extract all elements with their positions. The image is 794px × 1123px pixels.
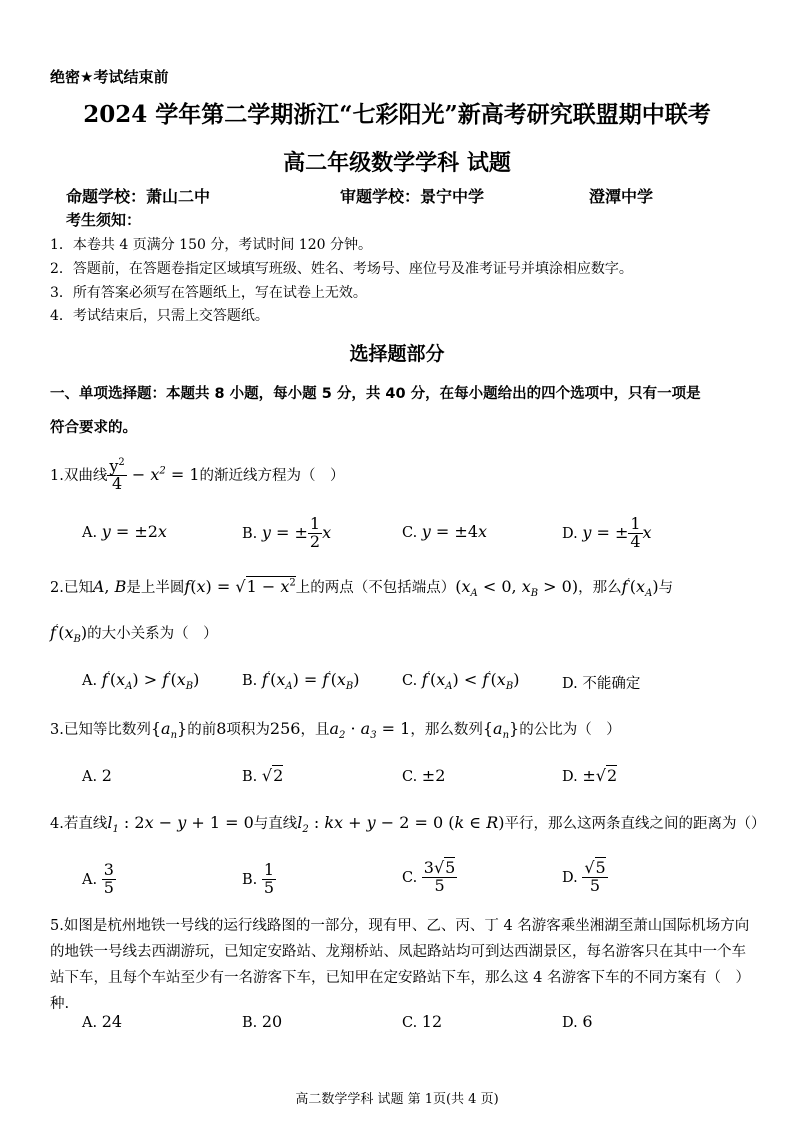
q2-option-c: C. $f'(x_A) < f'(x_B)$ [402, 670, 520, 693]
q4-option-a: A. $\frac{3}{5}$ [82, 860, 114, 897]
q4-option-c: C. $\frac{3√5}{5}$ [402, 858, 456, 895]
q1-formula: $\frac{y^2}{4}$ − $x^2 = 1$ [109, 456, 200, 494]
q2-option-a: A. $f'(x_A) > f'(x_B)$ [82, 670, 200, 693]
q5-option-d: D. 6 [562, 1012, 593, 1031]
notice-item: 2．答题前，在答题卷指定区域填写班级、姓名、考场号、座位号及准考证号并填涂相应数字。 [50, 261, 633, 277]
secret-label: 绝密★考试结束前 [50, 68, 169, 86]
q3-option-a: A. 2 [82, 766, 112, 785]
q1-option-d: D. y = ± $\frac{1}{4}$ x [562, 514, 652, 551]
section-title: 选择题部分 [349, 343, 445, 365]
notice-item: 4．考试结束后，只需上交答题纸。 [50, 308, 269, 324]
q5-option-c: C. 12 [402, 1012, 443, 1031]
question-3: 3.已知等比数列$\{a_n\}$的前8项积为256，且$a_2 \cdot a_3 = 1$，那么数列$\{a_n\}$的公比为（ ） [50, 719, 621, 742]
q2-option-d: D. 不能确定 [562, 676, 641, 692]
q1-option-c: C. y = ±4x [402, 522, 488, 541]
exam-subtitle: 高二年级数学学科 试题 [283, 150, 511, 176]
propose-school: 命题学校：萧山二中 [66, 187, 211, 206]
review-school: 审题学校：景宁中学 [340, 187, 485, 206]
q1-option-a: A. y = ±2x [82, 522, 167, 541]
q4-option-b: B. $\frac{1}{5}$ [242, 860, 275, 897]
question-2-cont: $f'(x_B)$的大小关系为（ ） [50, 623, 218, 646]
notice-heading: 考生须知： [66, 211, 142, 229]
review-school-2: 澄潭中学 [589, 187, 654, 206]
q3-option-c: C. ±2 [402, 766, 446, 785]
q1-prefix: 1.双曲线 [50, 467, 108, 484]
q4-option-d: D. $\frac{√5}{5}$ [562, 858, 606, 895]
question-1 [50, 458, 345, 493]
exam-title: 2024 学年第二学期浙江“七彩阳光”新高考研究联盟期中联考 [83, 101, 711, 128]
part1-heading-cont: 符合要求的。 [50, 420, 137, 436]
q3-option-d: D. ±√2 [562, 766, 618, 785]
question-4: 4.若直线$l_1$ : 2x − y + 1 = 0与直线$l_2$ : kx + y − 2 = 0 (k ∈ R)平行，那么这两条直线之间的距离为（） [50, 813, 766, 836]
q1-suffix: 的渐近线方程为（ ） [199, 467, 345, 484]
part1-heading: 一、单项选择题：本题共 8 小题，每小题 5 分，共 40 分，在每小题给出的四个选项中，只有一项是 [50, 386, 701, 402]
question-2: 2.已知A, B是上半圆$f(x) = √1 - x^2$上的两点（不包括端点）($x_A < 0$, $x_B > 0$)，那么$f'(x_A)$与 [50, 577, 674, 600]
q2-option-b: B. $f'(x_A) = f'(x_B)$ [242, 670, 360, 693]
q5-option-a: A. 24 [82, 1012, 123, 1031]
notice-item: 3．所有答案必须写在答题纸上，写在试卷上无效。 [50, 285, 367, 301]
notice-item: 1．本卷共 4 页满分 150 分，考试时间 120 分钟。 [50, 237, 372, 253]
q5-option-b: B. 20 [242, 1012, 283, 1031]
q3-option-b: B. √2 [242, 766, 284, 785]
q1-option-b: B. y = ± $\frac{1}{2}$ x [242, 514, 332, 551]
page-footer: 高二数学学科 试题 第 1页(共 4 页) [295, 1092, 499, 1107]
question-5: 5.如图是杭州地铁一号线的运行线路图的一部分，现有甲、乙、丙、丁 4 名游客乘坐湘湖至萧山国际机场方向的地铁一号线去西湖游玩，已知定安路站、龙翔桥站、凤起路站均可到达西湖景区，每名游客只在其中一个车站下车，且每个车站至少有一名游客下车，已知甲在定安路站下车，那么这 4 名游客下车的不同方案有（ ）种. [50, 918, 750, 1012]
